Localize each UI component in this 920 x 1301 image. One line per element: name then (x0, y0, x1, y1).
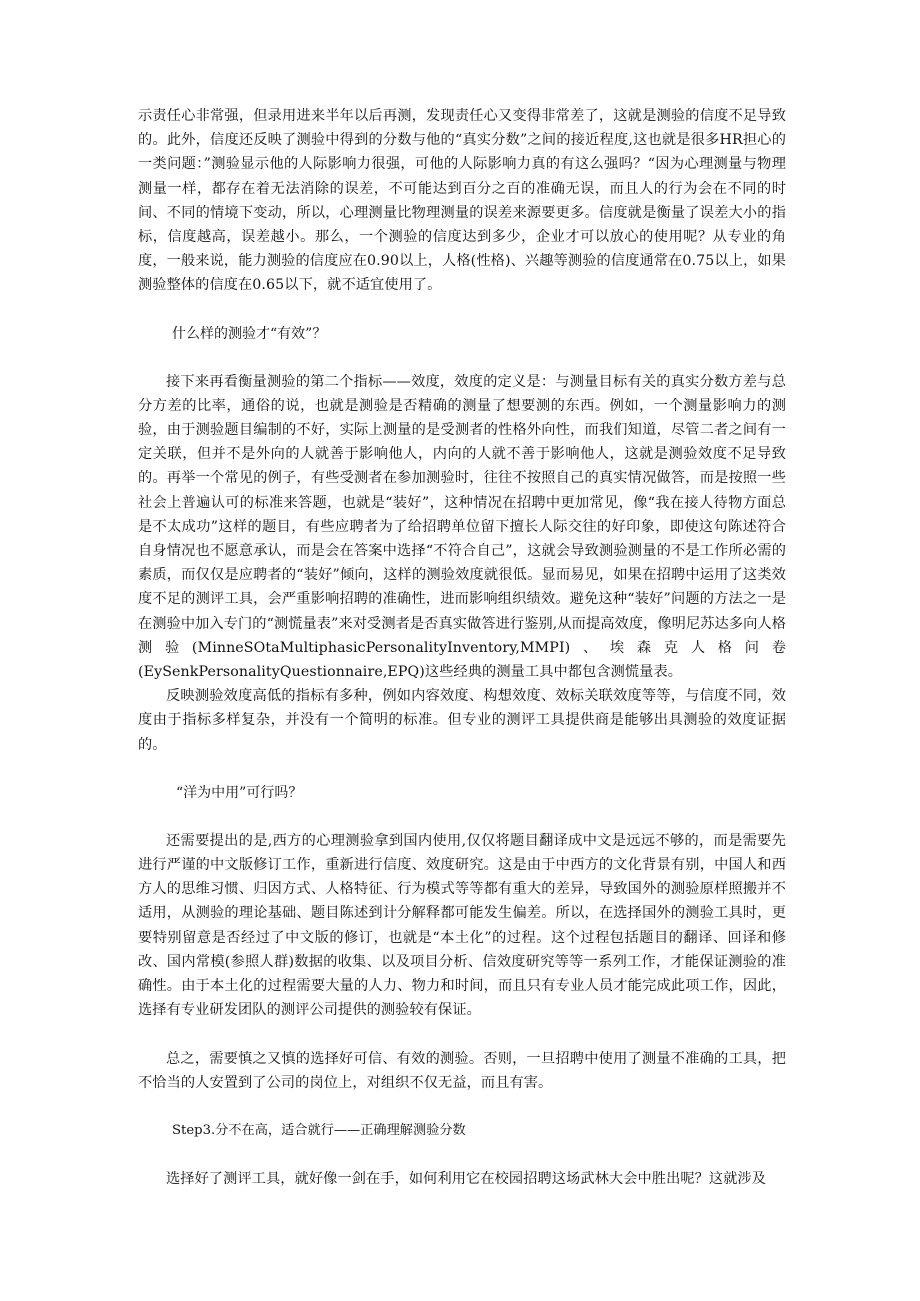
paragraph-summary: 总之，需要慎之又慎的选择好可信、有效的测验。否则，一旦招聘中使用了测量不准确的工具，把不恰当的人安置到了公司的岗位上，对组织不仅无益，而且有害。 (138, 1050, 786, 1091)
paragraph-step3-intro: 选择好了测评工具，就好像一剑在手，如何利用它在校园招聘这场武林大会中胜出呢？这就涉及 (166, 1170, 767, 1187)
paragraph-reliability: 示责任心非常强，但录用进来半年以后再测，发现责任心又变得非常差了，这就是测验的信度不足导致的。此外，信度还反映了测验中得到的分数与他的“真实分数”之间的接近程度,这也就是很多HR担心的一类问题：”测验显示他的人际影响力很强，可他的人际影响力真的有这么强吗？“因为心理测量与物理测量一样，都存在着无法消除的误差，不可能达到百分之百的准确无误，而且人的行为会在不同的时间、不同的情境下变动，所以，心理测量比物理测量的误差来源要更多。信度就是衡量了误差大小的指标，信度越高，误差越小。那么，一个测验的信度达到多少，企业才可以放心的使用呢？从专业的角度，一般来说，能力测验的信度应在0.90以上，人格(性格)、兴趣等测验的信度通常在0.75以上，如果测验整体的信度在0.65以下，就不适宜使用了。 (138, 108, 786, 294)
heading-localization: “洋为中用”可行吗？ (176, 784, 303, 801)
paragraph-validity-indices: 反映测验效度高低的指标有多种，例如内容效度、构想效度、效标关联效度等等，与信度不同，效度由于指标多样复杂，并没有一个简明的标准。但专业的测评工具提供商是能够出具测验的效度证据的。 (138, 688, 786, 753)
document-page (138, 104, 786, 1191)
paragraph-validity: 接下来再看衡量测验的第二个指标——效度，效度的定义是：与测量目标有关的真实分数方差与总分方差的比率，通俗的说，也就是测验是否精确的测量了想要测的东西。例如，一个测量影响力的测验，由于测验题目编制的不好，实际上测量的是受测者的性格外向性，而我们知道，尽管二者之间有一定关联，但并不是外向的人就善于影响他人，内向的人就不善于影响他人，这就是测验效度不足导致的。再举一个常见的例子，有些受测者在参加测验时，往往不按照自己的真实情况做答，而是按照一些社会上普遍认可的标准来答题，也就是“装好”，这种情况在招聘中更加常见，像“我在接人待物方面总是不太成功”这样的题目，有些应聘者为了给招聘单位留下擅长人际交往的好印象，即使这句陈述符合自身情况也不愿意承认，而是会在答案中选择“不符合自己”，这就会导致测验测量的不是工作所必需的素质，而仅仅是应聘者的“装好”倾向，这样的测验效度就很低。显而易见，如果在招聘中运用了这类效度不足的测评工具，会严重影响招聘的准确性，进而影响组织绩效。避免这种“装好”问题的方法之一是在测验中加入专门的“测慌量表”来对受测者是否真实做答进行鉴别,从而提高效度，像明尼苏达多向人格测验(MinneSOtaMultiphasicPersonalityInventory,MMPI)、埃森克人格问卷(EySenkPersonalityQuestionnaire,EPQ)这些经典的测量工具中都包含测慌量表。 (138, 373, 786, 681)
heading-step3: Step3.分不在高，适合就行——正确理解测验分数 (172, 1122, 466, 1138)
paragraph-localization: 还需要提出的是,西方的心理测验拿到国内使用,仅仅将题目翻译成中文是远远不够的，而是需要先进行严谨的中文版修订工作，重新进行信度、效度研究。这是由于中西方的文化背景有别，中国人和西方人的思维习惯、归因方式、人格特征、行为模式等等都有重大的差异，导致国外的测验原样照搬并不适用，从测验的理论基础、题目陈述到计分解释都可能发生偏差。所以，在选择国外的测验工具时，更要特别留意是否经过了中文版的修订，也就是“本土化”的过程。这个过程包括题目的翻译、回译和修改、国内常模(参照人群)数据的收集、以及项目分析、信效度研究等等一系列工作，才能保证测验的准确性。由于本土化的过程需要大量的人力、物力和时间，而且只有专业人员才能完成此项工作，因此，选择有专业研发团队的测评公司提供的测验较有保证。 (138, 832, 786, 1019)
heading-validity: 什么样的测验才“有效”？ (172, 325, 327, 342)
